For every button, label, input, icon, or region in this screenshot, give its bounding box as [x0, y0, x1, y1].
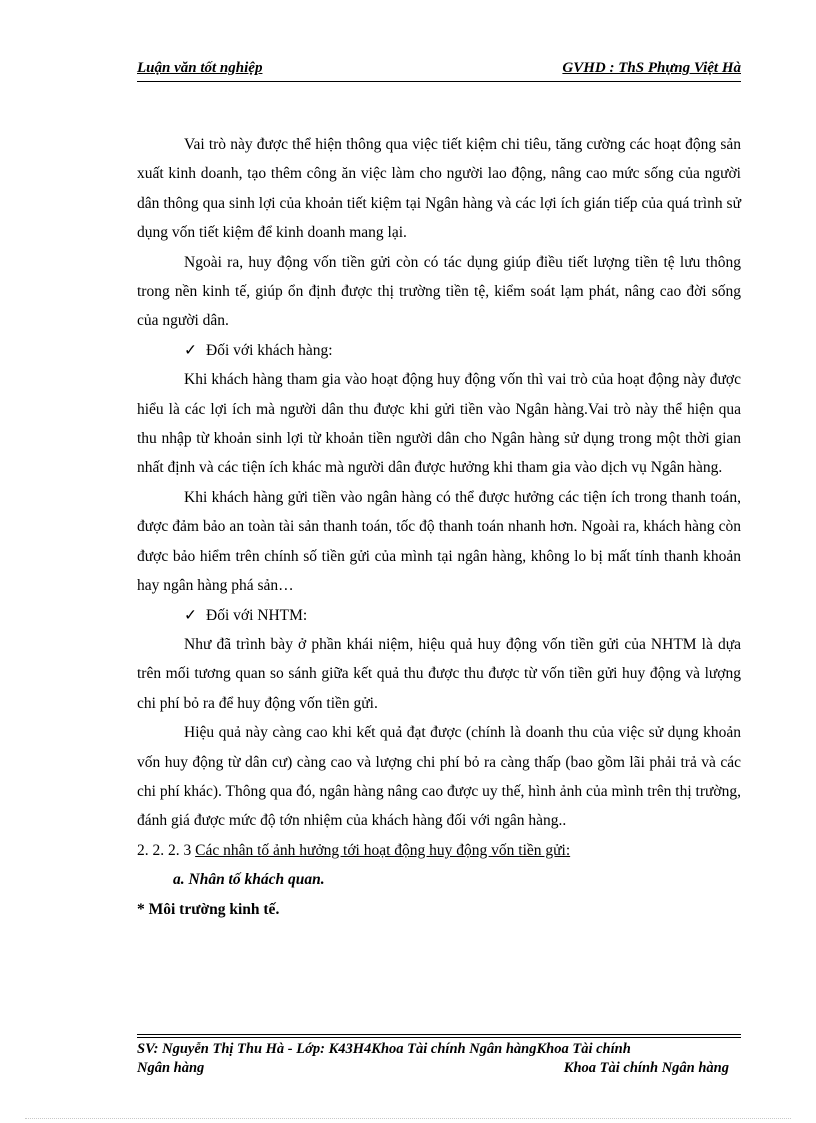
document-body — [137, 130, 741, 924]
header-thesis-label: Luận văn tốt nghiệp — [137, 60, 263, 76]
check-icon: ✓ — [184, 606, 197, 624]
section-number: 2. 2. 2. 3 — [137, 841, 192, 859]
paragraph: Ngoài ra, huy động vốn tiền gửi còn có tác dụng giúp điều tiết lượng tiền tệ lưu thông trong nền kinh tế, giúp ổn định được thị trường tiền tệ, kiểm soát lạm phát, nâng cao đời sống của người dân. — [137, 253, 741, 330]
page-header — [137, 60, 741, 82]
section-title: Các nhân tố ảnh hưởng tới hoạt động huy động vốn tiền gửi: — [195, 841, 571, 859]
check-icon: ✓ — [184, 341, 197, 359]
paragraph: Hiệu quả này càng cao khi kết quả đạt được (chính là doanh thu của việc sử dụng khoản vốn huy động từ dân cư) càng cao và lượng chi phí bỏ ra càng thấp (bao gồm lãi phải trả và các chi phí khác). Thông qua đó, ngân hàng nâng cao được uy thế, hình ảnh của mình trên thị trường, đánh giá được mức độ tớn nhiệm của khách hàng đối với ngân hàng.. — [137, 724, 741, 830]
header-advisor-label: GVHD : ThS Phựng Việt Hà — [562, 60, 741, 76]
subheading: a. Nhân tố khách quan. — [173, 871, 325, 889]
page-boundary-dotted-line — [25, 1118, 791, 1119]
footer-student-line: SV: Nguyễn Thị Thu Hà - Lớp: K43H4Khoa Tài chính Ngân hàngKhoa Tài chính — [137, 1041, 631, 1057]
paragraph: Khi khách hàng gửi tiền vào ngân hàng có thể được hưởng các tiện ích trong thanh toán, được đảm bảo an toàn tài sản thanh toán, tốc độ thanh toán nhanh hơn. Ngoài ra, khách hàng còn được bảo hiểm trên chính số tiền gửi của mình tại ngân hàng, không lo bị mất tính thanh khoản hay ngân hàng phá sản… — [137, 488, 741, 595]
footer-rule-top — [137, 1034, 741, 1035]
section-heading — [137, 836, 741, 865]
page-footer — [137, 1040, 741, 1078]
footer-second-line — [137, 1059, 741, 1078]
paragraph: Như đã trình bày ở phần khái niệm, hiệu quả huy động vốn tiền gửi của NHTM là dựa trên mối tương quan so sánh giữa kết quả thu được thu được từ vốn tiền gửi huy động và lượng chi phí bỏ ra để huy động vốn tiền gửi. — [137, 635, 741, 712]
paragraph: Vai trò này được thể hiện thông qua việc tiết kiệm chi tiêu, tăng cường các hoạt động sản xuất kinh doanh, tạo thêm công ăn việc làm cho người lao động, nâng cao mức sống của người dân thông qua sinh lợi của khoản tiết kiệm tại Ngân hàng và các lợi ích gián tiếp của quá trình sử dụng vốn tiết kiệm để kinh doanh mang lại. — [137, 136, 741, 242]
checklist-item — [137, 336, 741, 365]
header-rule — [137, 81, 741, 82]
paragraph: Khi khách hàng tham gia vào hoạt động huy động vốn thì vai trò của hoạt động này được hiểu là các lợi ích mà người dân thu được khi gửi tiền vào Ngân hàng.Vai trò này thể hiện qua thu nhập từ khoản sinh lợi từ khoản tiền người dân cho Ngân hàng sử dụng trong một thời gian nhất định và các tiện ích khác mà người dân được hưởng khi tham gia vào dịch vụ Ngân hàng. — [137, 371, 741, 477]
checklist-item — [137, 601, 741, 630]
checklist-label: Đối với khách hàng: — [206, 341, 333, 359]
checklist-label: Đối với NHTM: — [206, 606, 308, 624]
footer-bank-label: Ngân hàng — [137, 1060, 205, 1076]
footer-faculty-label: Khoa Tài chính Ngân hàng — [563, 1060, 729, 1076]
bullet-heading: * Môi trường kinh tế. — [137, 900, 280, 918]
footer-rule-bottom — [137, 1037, 741, 1038]
